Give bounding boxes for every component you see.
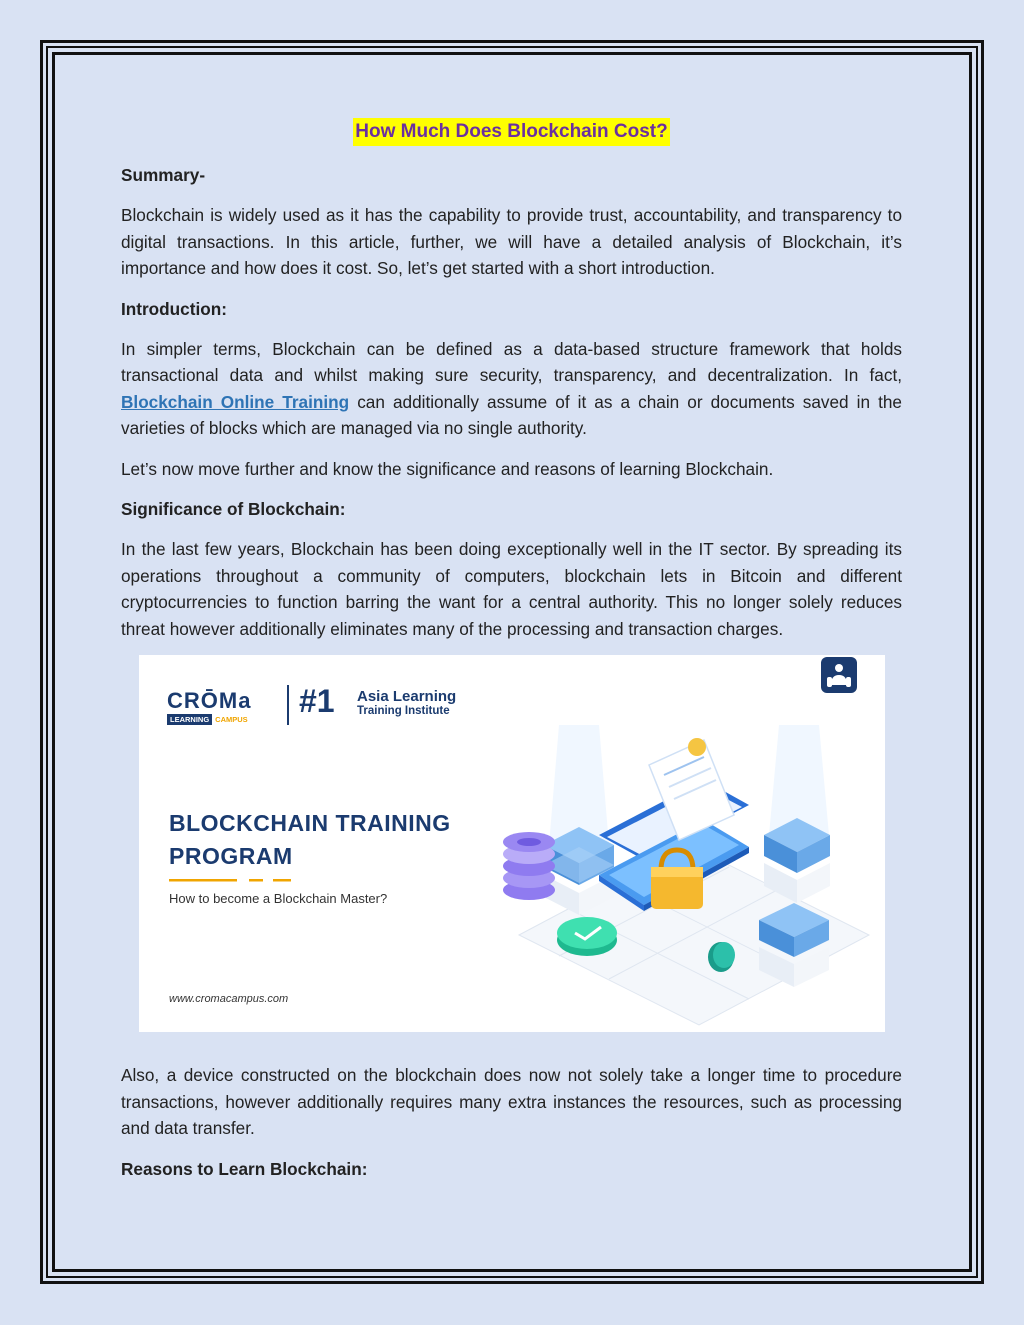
croma-logo-sub	[167, 714, 277, 725]
program-title-line-1: BLOCKCHAIN TRAINING	[169, 810, 451, 836]
rank-caption-line-1: Asia Learning	[357, 688, 457, 705]
document-title: How Much Does Blockchain Cost?	[353, 118, 669, 146]
blockchain-online-training-link[interactable]: Blockchain Online Training	[121, 391, 350, 412]
title-wrapper	[121, 118, 902, 146]
significance-heading: Significance of Blockchain:	[121, 499, 346, 519]
server-stack-icon-right-bottom	[759, 903, 829, 987]
program-title	[169, 807, 451, 873]
website-url: www.cromacampus.com	[169, 993, 289, 1005]
summary-paragraph: Blockchain is widely used as it has the capability to provide trust, accountability, and transparency to digital transactions. In this article, further, we will have a detailed analysis of Blockchain, it’s importance and how does it cost. So, let’s get started with a short introduction.	[121, 205, 902, 278]
logo-divider	[287, 685, 289, 725]
rank-caption	[357, 688, 456, 718]
rank-number: #1	[299, 683, 335, 719]
server-stack-icon-right-top	[764, 818, 830, 903]
introduction-text-part-2: can additionally assume of it as a chain or documents saved in the varieties of blocks which are managed via no single authority.	[121, 391, 902, 438]
token-coin-icon	[557, 917, 617, 956]
program-title-line-2: PROGRAM	[169, 843, 293, 869]
rank-caption-line-2: Training Institute	[357, 705, 450, 717]
coin-stack-icon	[503, 832, 555, 900]
croma-campus-logo	[167, 690, 277, 724]
after-banner-paragraph: Also, a device constructed on the blockchain does now not solely take a longer time to procedure transactions, however additionally requires many extra instances the resources, such as processing and data transfer.	[121, 1065, 902, 1138]
reasons-heading: Reasons to Learn Blockchain:	[121, 1158, 368, 1179]
accent-lines-decoration	[169, 879, 299, 883]
move-further-paragraph: Let’s now move further and know the significance and reasons of learning Blockchain.	[121, 458, 774, 479]
introduction-text-part-1: In simpler terms, Blockchain can be defined as a data-based structure framework that holds transactional data and whilst making sure security, transparency, and decentralization. In fact,	[121, 338, 902, 385]
croma-logo-campus: CAMPUS	[215, 715, 248, 724]
introduction-heading: Introduction:	[121, 298, 227, 319]
croma-logo-learning: LEARNING	[167, 714, 212, 725]
significance-paragraph: In the last few years, Blockchain has been doing exceptionally well in the IT sector. By spreading its operations throughout a community of computers, blockchain lets in Bitcoin and different cryptocurrencies to function barring the want for a central authority. This no longer solely reduces threat however additionally eliminates many of the processing and transaction charges.	[121, 539, 902, 639]
introduction-paragraph	[121, 336, 902, 442]
summary-heading: Summary-	[121, 165, 206, 185]
blockchain-laptop-illustration	[499, 725, 885, 1032]
person-badge-icon	[821, 657, 857, 693]
croma-logo-word: CRŌMa	[167, 688, 252, 713]
blockchain-training-banner	[139, 655, 885, 1032]
program-subtitle: How to become a Blockchain Master?	[169, 891, 388, 906]
